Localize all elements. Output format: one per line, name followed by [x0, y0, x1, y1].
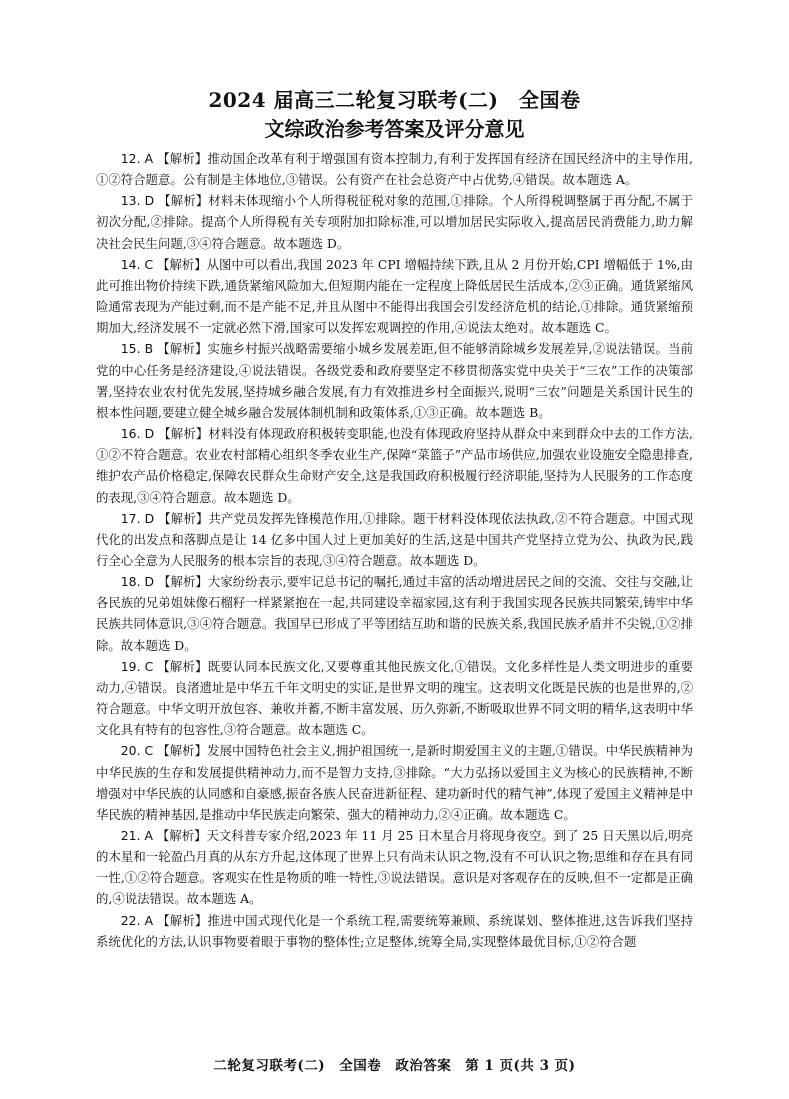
- page-footer: 二轮复习联考(二) 全国卷 政治答案 第 1 页(共 3 页): [213, 1058, 576, 1074]
- analysis-tag: 【解析】: [158, 426, 209, 442]
- answer-item-22: [96, 910, 693, 952]
- answer-text: 实施乡村振兴战略需要缩小城乡发展差距,但不能够消除城乡发展差异,②说法错误。当前党的中心任务是经济建设,④说法错误。各级党委和政府要坚定不移贯彻落实党中央关于“三农”工作的决策部署,坚持农业农村优先发展,坚持城乡融合发展,有力有效推进乡村全面振兴,说明“三农”问题是关系国计民生的根本性问题,要建立健全城乡融合发展体制机制和政策体系,①③正确。故本题选 B。: [96, 341, 693, 420]
- answer-number: 21. A: [120, 828, 153, 843]
- answer-item-16: [96, 423, 693, 508]
- answer-text: 既要认同本民族文化,又要尊重其他民族文化,①错误。文化多样性是人类文明进步的重要动力,④错误。良渚遗址是中华五千年文明史的实证,是世界文明的瑰宝。这表明文化既是民族的也是世界的,②符合题意。中华文明开放包容、兼收并蓄,不断丰富发展、历久弥新,不断吸取世界不同文明的精华,这表明中华文化具有特有的包容性,③符合题意。故本题选 C。: [96, 658, 693, 738]
- answer-item-14: [96, 254, 693, 339]
- answer-text: 大家纷纷表示,要牢记总书记的嘱托,通过丰富的活动增进居民之间的交流、交往与交融,让各民族的兄弟姐妹像石榴籽一样紧紧抱在一起,共同建设幸福家园,这有利于我国实现各民族共同繁荣,铸牢中华民族共同体意识,③④符合题意。我国早已形成了平等团结互助和谐的民族关系,我国民族矛盾并不尖锐,①②排除。故本题选 D。: [96, 574, 693, 653]
- answer-number: 12. A: [120, 151, 154, 166]
- answer-item-18: [96, 571, 693, 656]
- analysis-tag: 【解析】: [158, 574, 208, 590]
- answer-number: 14. C: [120, 256, 154, 272]
- answer-item-20: [96, 740, 693, 825]
- page-subtitle: 文综政治参考答案及评分意见: [264, 117, 525, 141]
- analysis-tag: 【解析】: [157, 658, 208, 674]
- answer-text: 发展中国特色社会主义,拥护祖国统一,是新时期爱国主义的主题,①错误。中华民族精神为中华民族的生存和发展提供精神动力,而不是智力支持,③排除。“大力弘扬以爱国主义为核心的民族精神,不断增强对中华民族的认同感和自豪感,振奋各族人民奋进新征程、建功新时代的精气神”,体现了爱国主义精神是中华民族的精神基因,是推动中华民族走向繁荣、强大的精神动力,②④正确。故本题选 C。: [96, 743, 694, 822]
- answer-item-12: [96, 148, 693, 190]
- answer-number: 20. C: [120, 743, 154, 759]
- analysis-tag: 【解析】: [157, 256, 207, 272]
- answer-item-13: [96, 190, 693, 253]
- answer-number: 15. B: [120, 341, 154, 357]
- answer-text: 天文科普专家介绍,2023 年 11 月 25 日木星合月将现身夜空。到了 25 日天黑以后,明亮的木星和一轮盈凸月真的从东方升起,这体现了世界上只有尚未认识之物,没有不可认识之物;思维和存在具有同一性,①②符合题意。客观实在性是物质的唯一特性,③说法错误。意识是对客观存在的反映,但不一定都是正确的,④说法错误。故本题选 A。: [96, 828, 693, 907]
- answer-item-19: [96, 656, 693, 741]
- answer-text: 从图中可以看出,我国 2023 年 CPI 增幅持续下跌,且从 2 月份开始,CPI 增幅低于 1%,由此可推出物价持续下跌,通货紧缩风险加大,但短期内能在一定程度上降低居民生活成本,②③正确。通货紧缩风险通常表现为产能过剩,而不是产能不足,并且从图中不能得出我国会引发经济危机的结论,①排除。通货紧缩预期加大,经济发展不一定就必然下滑,国家可以发挥宏观调控的作用,④说法太绝对。故本题选 C。: [96, 256, 694, 336]
- answer-item-15: [96, 338, 693, 423]
- answer-list: [96, 148, 693, 952]
- answer-number: 17. D: [120, 510, 155, 526]
- analysis-tag: 【解析】: [156, 828, 207, 843]
- analysis-tag: 【解析】: [157, 341, 208, 357]
- answer-text: 材料未体现缩小个人所得税征税对象的范围,①排除。个人所得税调整属于再分配,不属于初次分配,②排除。提高个人所得税有关专项附加扣除标准,可以增加居民实际收入,提高居民消费能力,助力解决社会民生问题,③④符合题意。故本题选 D。: [96, 193, 693, 251]
- answer-number: 16. D: [120, 426, 155, 442]
- answer-text: 推动国企改革有利于增强国有资本控制力,有利于发挥国有经济在国民经济中的主导作用,①②符合题意。公有制是主体地位,③错误。公有资产在社会总资产中占优势,④错误。故本题选 A。: [96, 151, 693, 188]
- answer-text: 推进中国式现代化是一个系统工程,需要统筹兼顾、系统谋划、整体推进,这告诉我们坚持系统优化的方法,认识事物要着眼于事物的整体性;立足整体,统筹全局,实现整体最优目标,①②符合题: [96, 912, 693, 949]
- analysis-tag: 【解析】: [157, 912, 208, 928]
- analysis-tag: 【解析】: [158, 510, 209, 526]
- answer-item-17: [96, 508, 693, 571]
- analysis-tag: 【解析】: [157, 743, 208, 759]
- answer-text: 共产党员发挥先锋模范作用,①排除。题干材料没体现依法执政,②不符合题意。中国式现代化的出发点和落脚点是让 14 亿多中国人过上更加美好的生活,这是中国共产党坚持立党为公、执政为民,践行全心全意为人民服务的根本宗旨的表现,③④符合题意。故本题选 D。: [96, 510, 693, 568]
- answer-number: 18. D: [120, 574, 155, 590]
- analysis-tag: 【解析】: [157, 151, 208, 166]
- analysis-tag: 【解析】: [158, 193, 209, 209]
- answer-number: 22. A: [120, 912, 154, 928]
- page-title: 2024 届高三二轮复习联考(二) 全国卷: [208, 88, 581, 112]
- answer-text: 材料没有体现政府积极转变职能,也没有体现政府坚持从群众中来到群众中去的工作方法,①②不符合题意。农业农村部精心组织冬季农业生产,保障“菜篮子”产品市场供应,加强农业设施安全隐患排查,维护农产品价格稳定,保障农民群众生命财产安全,这是我国政府积极履行经济职能,坚持为人民服务的工作态度的表现,③④符合题意。故本题选 D。: [96, 426, 693, 505]
- answer-number: 13. D: [120, 193, 155, 209]
- answer-number: 19. C: [120, 658, 154, 674]
- answer-item-21: [96, 825, 693, 910]
